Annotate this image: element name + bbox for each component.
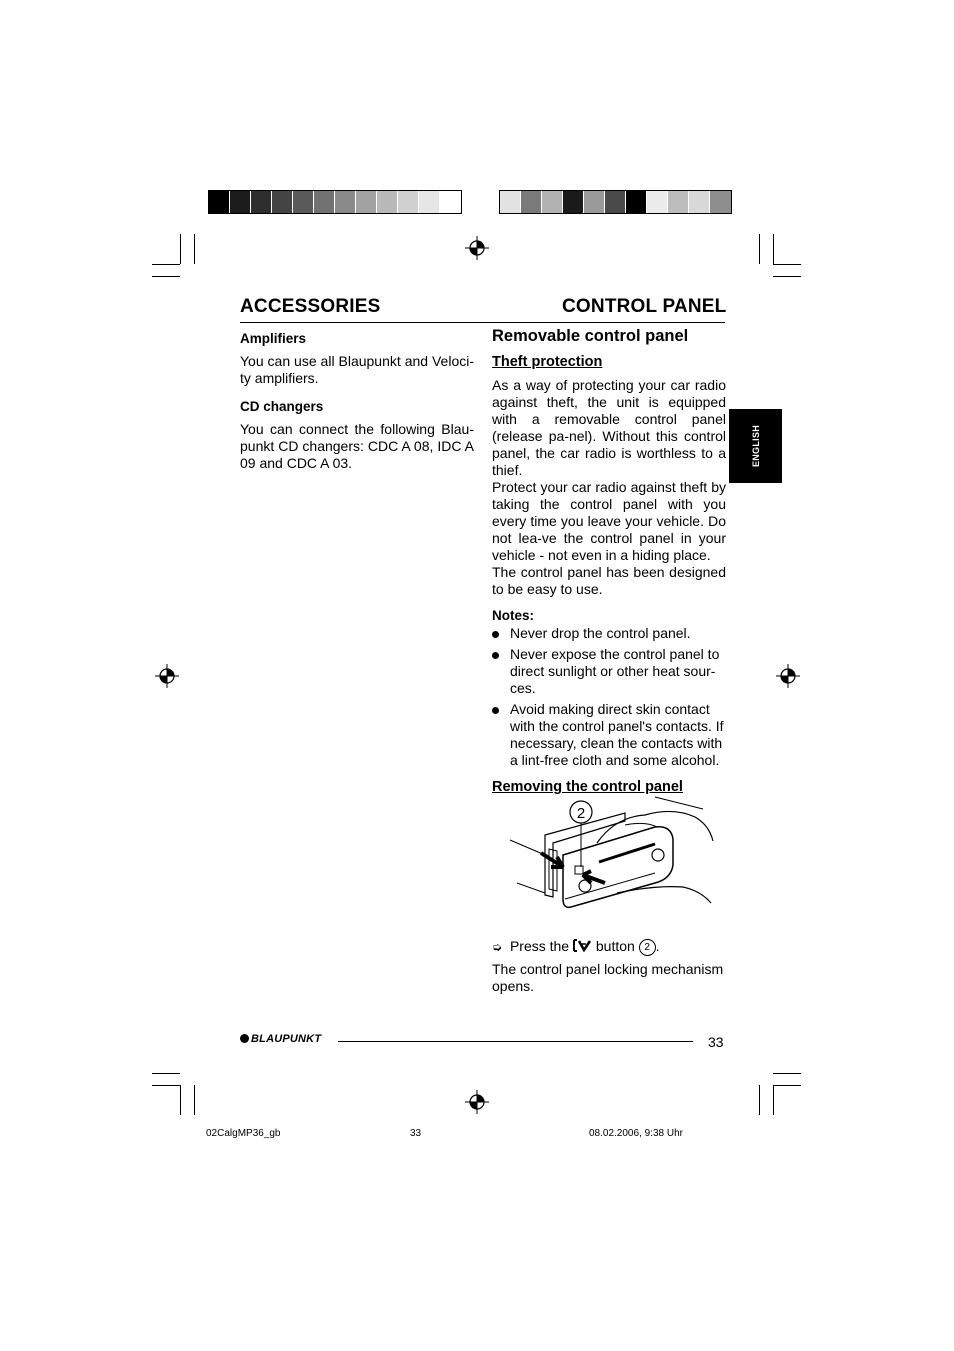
crop-mark xyxy=(180,1085,181,1115)
crop-mark xyxy=(194,234,195,264)
color-swatch xyxy=(314,191,335,213)
color-swatch xyxy=(356,191,377,213)
color-swatch xyxy=(626,191,647,213)
crop-mark xyxy=(152,276,180,277)
cd-changers-text: You can connect the following Blau-punkt CD changers: CDC A 08, IDC A 09 and CDC A 03. xyxy=(240,421,474,471)
brand-dot-icon xyxy=(240,1034,249,1043)
crop-mark xyxy=(759,234,760,264)
color-swatch xyxy=(710,191,731,213)
bullet-icon xyxy=(492,707,499,714)
crop-mark xyxy=(773,1073,801,1074)
color-swatch xyxy=(563,191,584,213)
list-item xyxy=(492,625,726,642)
color-swatch xyxy=(542,191,563,213)
press-suffix: button xyxy=(595,938,635,954)
color-swatch xyxy=(419,191,440,213)
slug-page: 33 xyxy=(410,1128,422,1139)
color-swatch xyxy=(440,191,461,213)
note-text: Never expose the control panel to direct sunlight or other heat sour-ces. xyxy=(510,646,720,696)
brand-name: BLAUPUNKT xyxy=(251,1033,322,1045)
list-item xyxy=(492,646,726,697)
right-column xyxy=(492,328,726,796)
crop-mark xyxy=(773,1085,801,1086)
crop-mark xyxy=(759,1085,760,1115)
color-swatch xyxy=(209,191,230,213)
color-bar-left xyxy=(208,190,462,214)
heading-accessories: ACCESSORIES xyxy=(240,296,381,317)
release-panel-icon xyxy=(573,938,596,954)
note-text: Avoid making direct skin contact with the control panel's contacts. If necessary, clean the contacts with a lint-free cloth and some alcohol. xyxy=(510,701,724,768)
color-swatch xyxy=(605,191,626,213)
crop-mark xyxy=(152,264,180,265)
control-panel-removal-illustration xyxy=(505,795,720,915)
left-column xyxy=(240,330,474,472)
notes-list xyxy=(492,625,726,769)
color-swatch xyxy=(500,191,521,213)
theft-protection-title: Theft protection xyxy=(492,354,603,370)
bullet-icon xyxy=(492,631,499,638)
amplifiers-title: Amplifiers xyxy=(240,331,307,346)
registration-mark-icon xyxy=(155,664,179,688)
crop-mark xyxy=(152,1073,180,1074)
cd-changers-title: CD changers xyxy=(240,399,324,414)
slug-date: 08.02.2006, 9:38 Uhr xyxy=(589,1128,683,1139)
removing-title: Removing the control panel xyxy=(492,779,683,795)
color-swatch xyxy=(647,191,668,213)
crop-mark xyxy=(773,234,774,264)
arrow-right-icon: ➭ xyxy=(492,940,503,954)
crop-mark xyxy=(773,1085,774,1115)
button-number-badge: 2 xyxy=(639,939,656,956)
footer-rule xyxy=(338,1041,693,1042)
color-bar-right xyxy=(499,190,732,214)
language-tab xyxy=(729,409,782,483)
color-swatch xyxy=(689,191,710,213)
heading-control-panel: CONTROL PANEL xyxy=(562,296,727,317)
list-item xyxy=(492,701,726,769)
language-tab-label: ENGLISH xyxy=(750,424,761,468)
color-swatch xyxy=(377,191,398,213)
heading-rule xyxy=(240,322,725,323)
page-number: 33 xyxy=(708,1034,724,1050)
color-swatch xyxy=(668,191,689,213)
section-title: Removable control panel xyxy=(492,327,689,345)
crop-mark xyxy=(180,234,181,264)
registration-mark-icon xyxy=(465,1090,489,1114)
registration-mark-icon xyxy=(465,236,489,260)
slug-file: 02CalgMP36_gb xyxy=(206,1128,281,1139)
press-instruction xyxy=(492,938,660,956)
color-swatch xyxy=(335,191,356,213)
bullet-icon xyxy=(492,652,499,659)
crop-mark xyxy=(773,276,801,277)
theft-paragraph-2: Protect your car radio against theft by taking the control panel with you every time you leave your vehicle. Do not lea-ve the control panel in your vehicle - not even in a hiding place. xyxy=(492,479,726,563)
registration-mark-icon xyxy=(776,664,800,688)
color-swatch xyxy=(251,191,272,213)
press-prefix: Press the xyxy=(509,938,570,954)
color-swatch xyxy=(230,191,251,213)
color-swatch xyxy=(398,191,419,213)
amplifiers-text: You can use all Blaupunkt and Veloci-ty amplifiers. xyxy=(240,353,474,386)
figure-callout: 2 xyxy=(576,805,586,822)
color-swatch xyxy=(584,191,605,213)
press-end: . xyxy=(655,938,660,954)
result-text: The control panel locking mechanism opens. xyxy=(492,961,724,994)
theft-paragraph-3: The control panel has been designed to be easy to use. xyxy=(492,564,726,597)
crop-mark xyxy=(152,1085,180,1086)
theft-paragraph-1: As a way of protecting your car radio against theft, the unit is equipped with a removable control panel (release pa-nel). Without this control panel, the car radio is worthless to a thief. xyxy=(492,377,726,478)
color-swatch xyxy=(293,191,314,213)
crop-mark xyxy=(773,264,801,265)
crop-mark xyxy=(194,1085,195,1115)
note-text: Never drop the control panel. xyxy=(510,625,691,641)
color-swatch xyxy=(272,191,293,213)
color-swatch xyxy=(521,191,542,213)
brand-logo xyxy=(240,1033,321,1045)
notes-title: Notes: xyxy=(492,608,535,623)
